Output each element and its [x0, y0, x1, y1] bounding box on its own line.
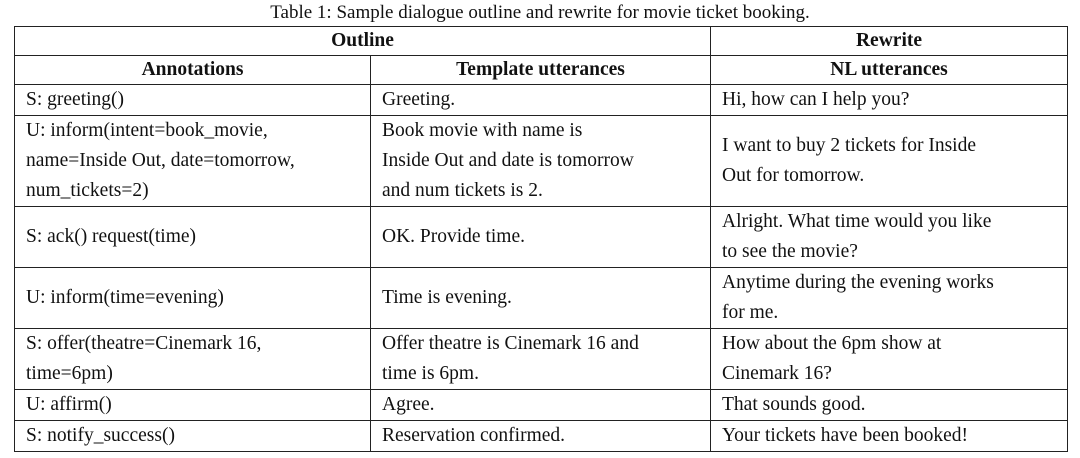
template-cell: Greeting.	[371, 85, 711, 116]
template-cell: Time is evening.	[371, 268, 711, 329]
nl-cell: Anytime during the evening works for me.	[711, 268, 1068, 329]
template-cell: OK. Provide time.	[371, 207, 711, 268]
nl-cell: Your tickets have been booked!	[711, 421, 1068, 452]
nl-cell: Alright. What time would you like to see the movie?	[711, 207, 1068, 268]
table-row	[15, 85, 1068, 116]
table-row	[15, 390, 1068, 421]
group-header-row	[15, 27, 1068, 56]
table-caption: Table 1: Sample dialogue outline and rewrite for movie ticket booking.	[270, 2, 810, 23]
nl-cell: Hi, how can I help you?	[711, 85, 1068, 116]
template-column-header: Template utterances	[371, 56, 711, 85]
template-cell: Offer theatre is Cinemark 16 and time is 6pm.	[371, 329, 711, 390]
nl-column-header: NL utterances	[711, 56, 1068, 85]
annotation-cell: S: greeting()	[15, 85, 371, 116]
nl-cell: How about the 6pm show at Cinemark 16?	[711, 329, 1068, 390]
table-row	[15, 329, 1068, 390]
nl-cell: I want to buy 2 tickets for Inside Out for tomorrow.	[711, 116, 1068, 207]
annotation-cell: U: inform(intent=book_movie, name=Inside Out, date=tomorrow, num_tickets=2)	[15, 116, 371, 207]
annotation-cell: U: inform(time=evening)	[15, 268, 371, 329]
table-row	[15, 116, 1068, 207]
template-cell: Agree.	[371, 390, 711, 421]
annotation-cell: S: offer(theatre=Cinemark 16, time=6pm)	[15, 329, 371, 390]
outline-group-header: Outline	[15, 27, 711, 56]
annotation-cell: S: notify_success()	[15, 421, 371, 452]
rewrite-group-header: Rewrite	[711, 27, 1068, 56]
table-row	[15, 268, 1068, 329]
template-cell: Book movie with name is Inside Out and date is tomorrow and num tickets is 2.	[371, 116, 711, 207]
dialogue-table	[14, 26, 1068, 452]
annotations-column-header: Annotations	[15, 56, 371, 85]
table-row	[15, 421, 1068, 452]
nl-cell: That sounds good.	[711, 390, 1068, 421]
column-header-row	[15, 56, 1068, 85]
annotation-cell: U: affirm()	[15, 390, 371, 421]
annotation-cell: S: ack() request(time)	[15, 207, 371, 268]
table-row	[15, 207, 1068, 268]
template-cell: Reservation confirmed.	[371, 421, 711, 452]
